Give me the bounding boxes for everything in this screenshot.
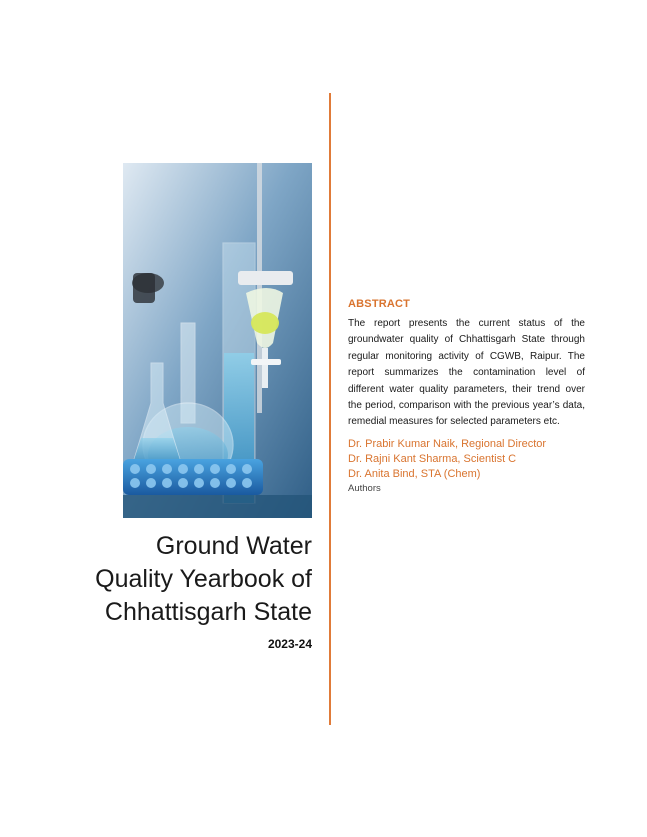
abstract-body: The report presents the current status of the groundwater quality of Chhattisgarh State through regular monitoring activity of CGWB, Raipur. The report summarizes the contamination level of different water quality parameters, their trend over the period, comparison with the previous year’s data, remedial measures for selected parameters etc. bbox=[348, 318, 585, 428]
vertical-divider bbox=[329, 93, 331, 725]
title-line: Ground Water bbox=[155, 532, 312, 560]
title-line: Chhattisgarh State bbox=[104, 598, 312, 626]
report-year: 2023-24 bbox=[267, 637, 312, 651]
abstract-heading: ABSTRACT bbox=[348, 298, 411, 310]
cover-photo bbox=[123, 163, 312, 518]
author-name: Dr. Rajni Kant Sharma, Scientist C bbox=[348, 452, 517, 465]
author-name: Dr. Anita Bind, STA (Chem) bbox=[348, 467, 481, 480]
abstract-section bbox=[348, 298, 585, 494]
document-title bbox=[60, 530, 312, 629]
author-name: Dr. Prabir Kumar Naik, Regional Director bbox=[348, 437, 547, 450]
laboratory-glassware-icon bbox=[123, 163, 312, 518]
title-line: Quality Yearbook of bbox=[95, 565, 312, 593]
authors-label: Authors bbox=[348, 482, 381, 494]
author-list bbox=[348, 437, 585, 482]
